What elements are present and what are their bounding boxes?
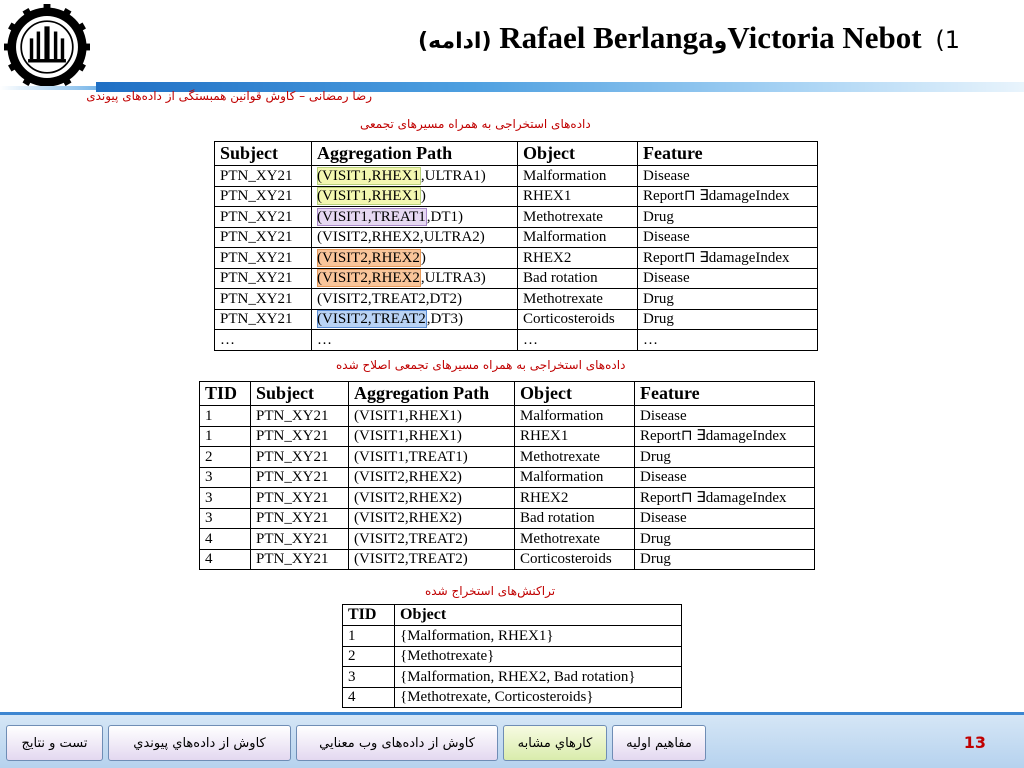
path-cell — [312, 309, 518, 330]
object-set-cell: {Malformation, RHEX2, Bad rotation} — [395, 667, 682, 688]
table-row — [343, 667, 682, 688]
subject-cell: PTN_XY21 — [215, 248, 312, 269]
table-row — [215, 207, 818, 228]
column-header: Aggregation Path — [349, 382, 515, 406]
column-header: Aggregation Path — [312, 142, 518, 166]
path-cell: (VISIT2,RHEX2) — [349, 467, 515, 488]
path-rest: ) — [420, 188, 426, 205]
object-cell: Methotrexate — [518, 207, 638, 228]
path-cell: (VISIT2,RHEX2) — [349, 488, 515, 509]
feature-cell: Report⊓ ∃damageIndex — [638, 248, 818, 269]
path-rest: ) — [420, 249, 426, 266]
path-rest: ,ULTRA1) — [420, 167, 486, 184]
object-cell: Bad rotation — [515, 508, 635, 529]
object-cell: RHEX1 — [515, 426, 635, 447]
tid-cell: 3 — [200, 508, 251, 529]
subject-cell: PTN_XY21 — [215, 289, 312, 310]
table-header-row — [343, 605, 682, 626]
table-row — [200, 529, 815, 550]
table-row — [215, 166, 818, 187]
table-row — [215, 248, 818, 269]
path-cell: (VISIT2,TREAT2) — [349, 529, 515, 550]
tid-cell: 4 — [200, 549, 251, 570]
column-header: Object — [518, 142, 638, 166]
path-highlight: (VISIT2,RHEX2 — [317, 249, 420, 266]
feature-cell: Disease — [635, 406, 815, 427]
object-cell: Methotrexate — [518, 289, 638, 310]
table-row — [200, 508, 815, 529]
subject-cell: PTN_XY21 — [251, 426, 349, 447]
path-rest: ,DT3) — [426, 311, 463, 328]
table-header-row — [215, 142, 818, 166]
object-set-cell: {Methotrexate, Corticosteroids} — [395, 687, 682, 708]
slide-subtitle: رضا رمضانی – کاوش قوانین همبستگی از داده‌های پیوندی — [86, 89, 372, 103]
table1-caption: داده‌های استخراجی به همراه مسیرهای تجمعی — [360, 117, 591, 131]
object-cell: Corticosteroids — [515, 549, 635, 570]
tid-cell: 3 — [200, 467, 251, 488]
path-cell: (VISIT2,RHEX2) — [349, 508, 515, 529]
slide-title — [418, 20, 960, 56]
column-header: TID — [343, 605, 395, 626]
path-text: (VISIT2,TREAT2,DT2) — [317, 290, 462, 307]
column-header: Feature — [638, 142, 818, 166]
object-cell: … — [518, 330, 638, 351]
tid-cell: 4 — [200, 529, 251, 550]
feature-cell: Drug — [635, 529, 815, 550]
table-row — [200, 447, 815, 468]
object-cell: Bad rotation — [518, 268, 638, 289]
feature-cell: Disease — [638, 166, 818, 187]
path-highlight: (VISIT1,RHEX1 — [317, 188, 420, 205]
object-cell: Malformation — [518, 227, 638, 248]
table-header-row — [200, 382, 815, 406]
path-cell: (VISIT1,TREAT1) — [349, 447, 515, 468]
table-row — [215, 268, 818, 289]
object-cell: RHEX2 — [515, 488, 635, 509]
path-highlight: (VISIT1,RHEX1 — [317, 167, 420, 184]
feature-cell: Report⊓ ∃damageIndex — [638, 186, 818, 207]
page-number: 13 — [963, 733, 986, 752]
table-row — [200, 549, 815, 570]
table-row — [200, 406, 815, 427]
feature-cell: Report⊓ ∃damageIndex — [635, 488, 815, 509]
subject-cell: PTN_XY21 — [215, 186, 312, 207]
tid-cell: 2 — [343, 646, 395, 667]
table-row — [343, 687, 682, 708]
university-logo-icon — [4, 4, 90, 90]
feature-cell: Drug — [635, 549, 815, 570]
object-cell: Methotrexate — [515, 447, 635, 468]
path-text: (VISIT2,RHEX2,ULTRA2) — [317, 229, 485, 246]
subject-cell: … — [215, 330, 312, 351]
table-row — [343, 626, 682, 647]
object-set-cell: {Malformation, RHEX1} — [395, 626, 682, 647]
object-cell: Corticosteroids — [518, 309, 638, 330]
feature-cell: Disease — [635, 467, 815, 488]
path-cell — [312, 207, 518, 228]
title-author-1: Victoria Nebot — [727, 20, 922, 55]
column-header: Object — [515, 382, 635, 406]
feature-cell: … — [638, 330, 818, 351]
path-cell — [312, 248, 518, 269]
subject-cell: PTN_XY21 — [215, 309, 312, 330]
feature-cell: Drug — [635, 447, 815, 468]
tid-cell: 1 — [343, 626, 395, 647]
path-cell — [312, 268, 518, 289]
title-number: (1 — [935, 26, 960, 54]
title-continued: (ادامه) — [418, 29, 492, 54]
title-conjunction: و — [713, 29, 728, 54]
path-rest: ,ULTRA3) — [420, 270, 486, 287]
column-header: TID — [200, 382, 251, 406]
nav-related-work-button[interactable]: کارهاي مشابه — [503, 725, 607, 761]
tid-cell: 1 — [200, 426, 251, 447]
table-row — [215, 289, 818, 310]
table-row — [215, 309, 818, 330]
footer-nav-bar — [0, 712, 1024, 768]
object-cell: Methotrexate — [515, 529, 635, 550]
subject-cell: PTN_XY21 — [251, 549, 349, 570]
path-highlight: (VISIT1,TREAT1 — [317, 208, 426, 225]
feature-cell: Disease — [638, 227, 818, 248]
path-cell: (VISIT1,RHEX1) — [349, 426, 515, 447]
table-row — [200, 426, 815, 447]
subject-cell: PTN_XY21 — [215, 166, 312, 187]
table-row — [200, 467, 815, 488]
modified-aggregation-table — [199, 381, 815, 570]
nav-test-results-button[interactable]: تست و نتايج — [6, 725, 103, 761]
path-cell — [312, 289, 518, 310]
column-header: Object — [395, 605, 682, 626]
path-cell — [312, 166, 518, 187]
table-row — [215, 227, 818, 248]
subject-cell: PTN_XY21 — [251, 488, 349, 509]
subject-cell: PTN_XY21 — [215, 227, 312, 248]
object-cell: Malformation — [515, 467, 635, 488]
aggregation-path-table — [214, 141, 818, 351]
object-cell: RHEX2 — [518, 248, 638, 269]
table-row — [343, 646, 682, 667]
subject-cell: PTN_XY21 — [251, 508, 349, 529]
path-cell: (VISIT1,RHEX1) — [349, 406, 515, 427]
nav-semantic-web-mining-button[interactable]: کاوش از داده‌های وب معنايي — [296, 725, 498, 761]
path-highlight: (VISIT2,RHEX2 — [317, 270, 420, 287]
feature-cell: Drug — [638, 289, 818, 310]
subject-cell: PTN_XY21 — [215, 268, 312, 289]
object-cell: Malformation — [518, 166, 638, 187]
feature-cell: Drug — [638, 207, 818, 228]
column-header: Subject — [251, 382, 349, 406]
object-cell: Malformation — [515, 406, 635, 427]
object-cell: RHEX1 — [518, 186, 638, 207]
path-highlight: (VISIT2,TREAT2 — [317, 311, 426, 328]
feature-cell: Drug — [638, 309, 818, 330]
path-cell — [312, 330, 518, 351]
subject-cell: PTN_XY21 — [251, 447, 349, 468]
path-cell — [312, 227, 518, 248]
table-row — [215, 330, 818, 351]
subject-cell: PTN_XY21 — [215, 207, 312, 228]
tid-cell: 3 — [200, 488, 251, 509]
transactions-table — [342, 604, 682, 708]
nav-basic-concepts-button[interactable]: مفاهيم اوليه — [612, 725, 706, 761]
tid-cell: 1 — [200, 406, 251, 427]
nav-linked-data-mining-button[interactable]: کاوش از داده‌هاي پيوندي — [108, 725, 291, 761]
feature-cell: Disease — [635, 508, 815, 529]
path-cell — [312, 186, 518, 207]
table3-caption: تراکنش‌های استخراج شده — [425, 584, 556, 598]
feature-cell: Report⊓ ∃damageIndex — [635, 426, 815, 447]
subject-cell: PTN_XY21 — [251, 467, 349, 488]
tid-cell: 2 — [200, 447, 251, 468]
tid-cell: 4 — [343, 687, 395, 708]
subject-cell: PTN_XY21 — [251, 529, 349, 550]
slide-header — [0, 0, 1024, 90]
table-row — [215, 186, 818, 207]
path-cell: (VISIT2,TREAT2) — [349, 549, 515, 570]
table2-caption: داده‌های استخراجی به همراه مسیرهای تجمعی اصلاح شده — [336, 358, 626, 372]
feature-cell: Disease — [638, 268, 818, 289]
path-rest: ,DT1) — [426, 208, 463, 225]
title-author-2: Rafael Berlanga — [499, 20, 714, 55]
tid-cell: 3 — [343, 667, 395, 688]
object-set-cell: {Methotrexate} — [395, 646, 682, 667]
column-header: Feature — [635, 382, 815, 406]
header-band-left — [0, 86, 96, 90]
column-header: Subject — [215, 142, 312, 166]
table-row — [200, 488, 815, 509]
subject-cell: PTN_XY21 — [251, 406, 349, 427]
path-text: … — [317, 331, 332, 348]
